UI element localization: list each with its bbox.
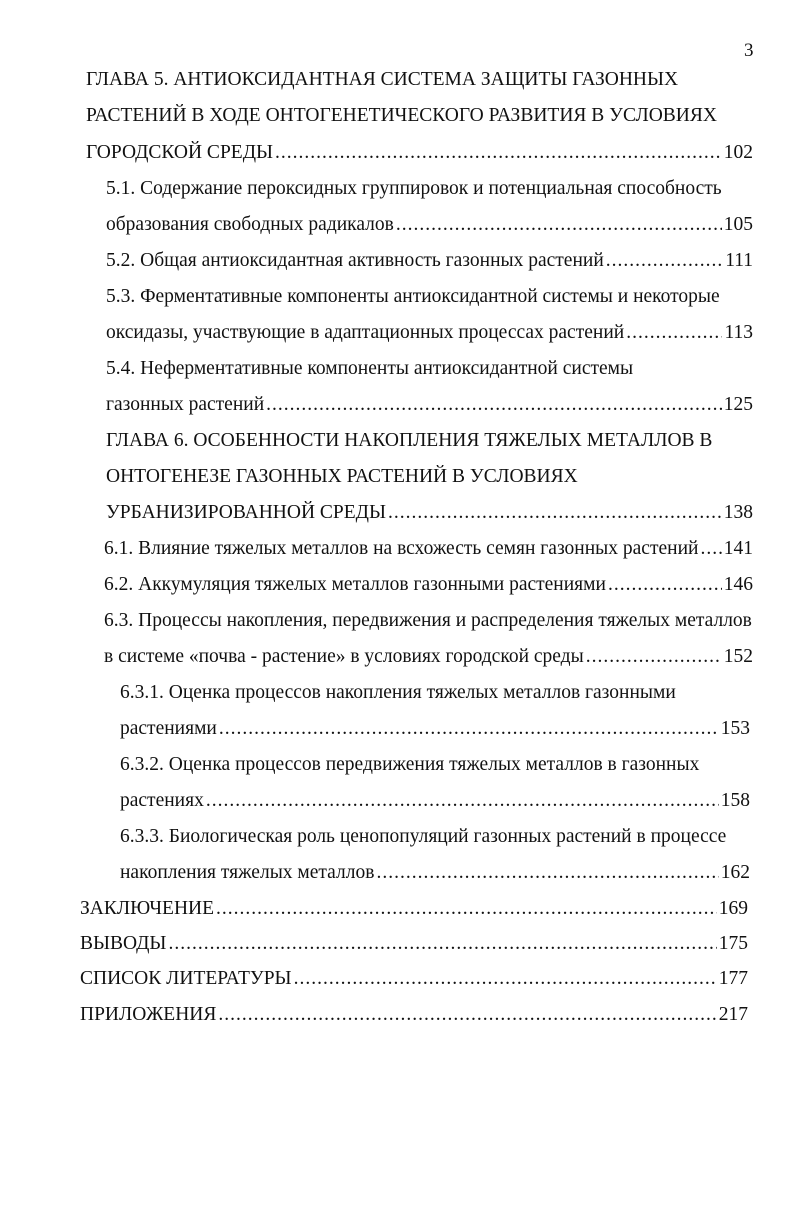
dot-leader xyxy=(388,500,722,526)
toc-entry-chapter-6 xyxy=(106,500,753,526)
toc-entry-label: в системе «почва - растение» в условиях городской среды xyxy=(104,646,584,667)
toc-entry-section-5-3 xyxy=(106,320,753,346)
toc-entry-conclusion xyxy=(80,896,748,922)
dot-leader xyxy=(294,966,717,992)
dot-leader xyxy=(275,140,722,166)
toc-page-number: 105 xyxy=(723,214,753,235)
toc-entry-label: СПИСОК ЛИТЕРАТУРЫ xyxy=(80,968,292,989)
toc-entry-label: накопления тяжелых металлов xyxy=(120,862,375,883)
toc-subsection-6-3-3-line-1: 6.3.3. Биологическая роль ценопопуляций газонных растений в процессе xyxy=(120,826,727,847)
toc-page-number: 158 xyxy=(720,790,750,811)
dot-leader xyxy=(606,248,723,274)
toc-page-number: 175 xyxy=(718,933,748,954)
toc-entry-subsection-6-3-1 xyxy=(120,716,750,742)
dot-leader xyxy=(266,392,722,418)
dot-leader xyxy=(168,931,716,957)
toc-entry-label: газонных растений xyxy=(106,394,265,415)
toc-entry-references xyxy=(80,966,748,992)
toc-section-5-4-line-1: 5.4. Неферментативные компоненты антиоксидантной системы xyxy=(106,358,634,379)
toc-chapter-5-heading-line-1: ГЛАВА 5. АНТИОКСИДАНТНАЯ СИСТЕМА ЗАЩИТЫ ГАЗОННЫХ xyxy=(86,69,679,90)
dot-leader xyxy=(396,212,722,238)
toc-entry-section-6-3 xyxy=(104,644,753,670)
dot-leader xyxy=(586,644,722,670)
dot-leader xyxy=(608,572,722,598)
toc-section-5-1-line-1: 5.1. Содержание пероксидных группировок и потенциальная способность xyxy=(106,178,722,199)
toc-entry-label: ПРИЛОЖЕНИЯ xyxy=(80,1004,217,1025)
toc-page-number: 146 xyxy=(723,574,753,595)
toc-subsection-6-3-2-line-1: 6.3.2. Оценка процессов передвижения тяжелых металлов в газонных xyxy=(120,754,700,775)
dot-leader xyxy=(218,1002,716,1028)
toc-page-number: 102 xyxy=(723,142,753,163)
dot-leader xyxy=(376,860,718,886)
toc-entry-subsection-6-3-3 xyxy=(120,860,750,886)
toc-subsection-6-3-1-line-1: 6.3.1. Оценка процессов накопления тяжелых металлов газонными xyxy=(120,682,676,703)
toc-entry-label: УРБАНИЗИРОВАННОЙ СРЕДЫ xyxy=(106,502,386,523)
dot-leader xyxy=(626,320,722,346)
toc-chapter-6-heading-line-2: ОНТОГЕНЕЗЕ ГАЗОННЫХ РАСТЕНИЙ В УСЛОВИЯХ xyxy=(106,466,578,487)
toc-entry-section-5-2 xyxy=(106,248,753,274)
dot-leader xyxy=(219,716,719,742)
dot-leader xyxy=(216,896,717,922)
toc-chapter-5-heading-line-2: РАСТЕНИЙ В ХОДЕ ОНТОГЕНЕТИЧЕСКОГО РАЗВИТИЯ В УСЛОВИЯХ xyxy=(86,105,717,126)
toc-page-number: 141 xyxy=(723,538,753,559)
dot-leader xyxy=(206,788,719,814)
toc-page-number: 177 xyxy=(718,968,748,989)
toc-page-number: 125 xyxy=(723,394,753,415)
toc-page-number: 138 xyxy=(723,502,753,523)
toc-entry-label: растениях xyxy=(120,790,204,811)
toc-page-number: 111 xyxy=(725,250,753,271)
toc-page-number: 113 xyxy=(724,322,753,343)
toc-entry-label: 6.2. Аккумуляция тяжелых металлов газонными растениями xyxy=(104,574,606,595)
toc-page-number: 217 xyxy=(718,1004,748,1025)
toc-entry-appendices xyxy=(80,1002,748,1028)
toc-entry-chapter-5 xyxy=(86,140,753,166)
toc-page-number: 153 xyxy=(720,718,750,739)
dot-leader xyxy=(700,536,721,562)
toc-entry-label: 5.2. Общая антиоксидантная активность газонных растений xyxy=(106,250,604,271)
toc-page-number: 162 xyxy=(720,862,750,883)
toc-section-6-3-line-1: 6.3. Процессы накопления, передвижения и распределения тяжелых металлов xyxy=(104,610,752,631)
toc-entry-label: ГОРОДСКОЙ СРЕДЫ xyxy=(86,142,274,163)
toc-entry-section-6-2 xyxy=(104,572,753,598)
toc-page-number: 152 xyxy=(723,646,753,667)
toc-entry-section-5-4 xyxy=(106,392,753,418)
toc-entry-section-6-1 xyxy=(104,536,753,562)
toc-entry-section-5-1 xyxy=(106,212,753,238)
page-number: 3 xyxy=(744,40,754,61)
toc-entry-label: 6.1. Влияние тяжелых металлов на всхожесть семян газонных растений xyxy=(104,538,699,559)
toc-page-number: 169 xyxy=(718,898,748,919)
toc-entry-findings xyxy=(80,931,748,957)
toc-entry-label: оксидазы, участвующие в адаптационных процессах растений xyxy=(106,322,625,343)
toc-chapter-6-heading-line-1: ГЛАВА 6. ОСОБЕННОСТИ НАКОПЛЕНИЯ ТЯЖЕЛЫХ МЕТАЛЛОВ В xyxy=(106,430,713,451)
toc-entry-label: ВЫВОДЫ xyxy=(80,933,167,954)
toc-section-5-3-line-1: 5.3. Ферментативные компоненты антиоксидантной системы и некоторые xyxy=(106,286,720,307)
toc-entry-label: ЗАКЛЮЧЕНИЕ xyxy=(80,898,215,919)
toc-entry-label: образования свободных радикалов xyxy=(106,214,394,235)
toc-entry-label: растениями xyxy=(120,718,217,739)
toc-entry-subsection-6-3-2 xyxy=(120,788,750,814)
